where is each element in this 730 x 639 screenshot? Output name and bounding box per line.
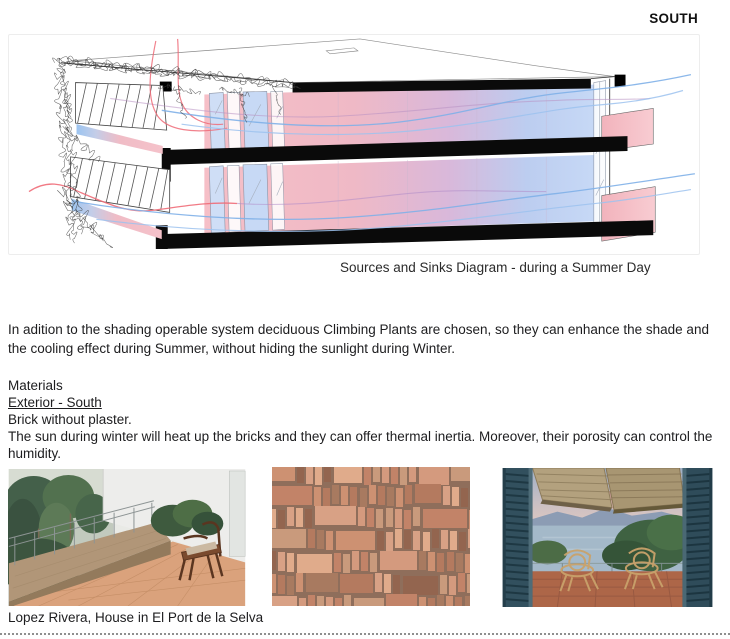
terrace-photo — [8, 469, 246, 606]
diagram-caption: Sources and Sinks Diagram - during a Summer Day — [340, 260, 651, 275]
materials-section — [8, 377, 724, 462]
page-title: SOUTH — [649, 11, 698, 26]
shutters-photo — [502, 468, 713, 607]
exterior-south-heading: Exterior - South — [8, 395, 102, 410]
building-section-illustration — [9, 35, 699, 254]
intro-paragraph: In adition to the shading operable system deciduous Climbing Plants are chosen, so they can enhance the shade and the cooling effect during Summer, without hiding the sunlight during Winter. — [8, 322, 709, 356]
dotted-divider — [0, 633, 730, 635]
materials-heading: Materials — [8, 378, 63, 393]
brick-line: Brick without plaster. — [8, 412, 132, 427]
brick-wall-photo — [272, 467, 470, 606]
brick-detail: The sun during winter will heat up the bricks and they can offer thermal inertia. Moreover, their porosity can control the humidity. — [8, 429, 713, 461]
photos-caption: Lopez Rivera, House in El Port de la Selva — [8, 610, 264, 625]
sources-sinks-diagram — [8, 34, 700, 255]
